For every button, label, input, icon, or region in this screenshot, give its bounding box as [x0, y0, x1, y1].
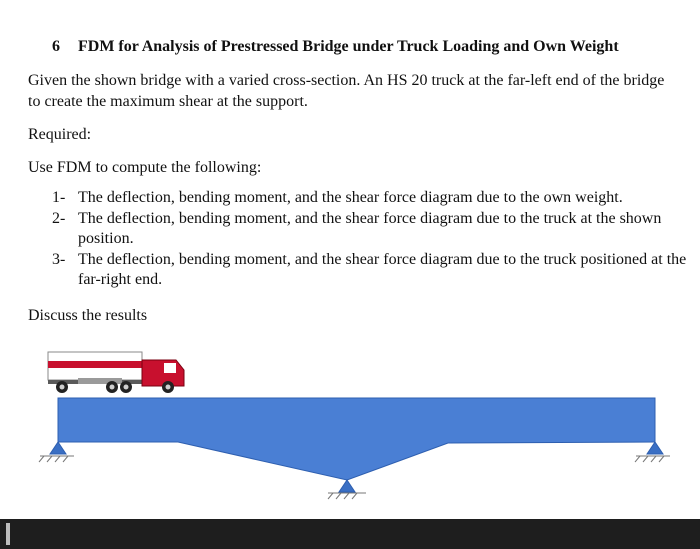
trailer-stripe — [48, 361, 142, 368]
scroll-indicator — [6, 523, 10, 545]
problem-number: 6 — [52, 38, 60, 55]
list-item-text: The deflection, bending moment, and the shear force diagram due to the truck positioned at the far-right end. — [78, 251, 687, 288]
roller-support-icon — [635, 442, 670, 462]
required-label: Required: — [28, 126, 92, 143]
requirements-list — [52, 188, 692, 291]
list-item — [52, 209, 692, 249]
list-marker: 1- — [52, 189, 66, 206]
cab-window — [164, 363, 176, 373]
problem-title: FDM for Analysis of Prestressed Bridge under Truck Loading and Own Weight — [78, 38, 619, 55]
bridge-figure — [0, 330, 700, 500]
pin-support-icon — [39, 442, 74, 462]
truck-icon — [48, 352, 184, 393]
list-item-text: The deflection, bending moment, and the shear force diagram due to the own weight. — [78, 189, 623, 206]
closing-text: Discuss the results — [28, 307, 148, 324]
instruction-text: Use FDM to compute the following: — [28, 159, 262, 176]
list-item-text: The deflection, bending moment, and the shear force diagram due to the truck at the shown position. — [78, 210, 662, 247]
bottom-bar — [0, 519, 700, 549]
list-marker: 3- — [52, 251, 66, 268]
problem-heading — [52, 38, 619, 56]
truck-cab — [142, 360, 184, 386]
list-item — [52, 188, 692, 208]
list-item — [52, 250, 692, 290]
list-marker: 2- — [52, 210, 66, 227]
problem-intro: Given the shown bridge with a varied cross-section. An HS 20 truck at the far-left end of the bridge to create the maximum shear at the support. — [28, 72, 665, 110]
pin-support-icon — [328, 480, 366, 499]
bridge-girder — [58, 398, 655, 480]
